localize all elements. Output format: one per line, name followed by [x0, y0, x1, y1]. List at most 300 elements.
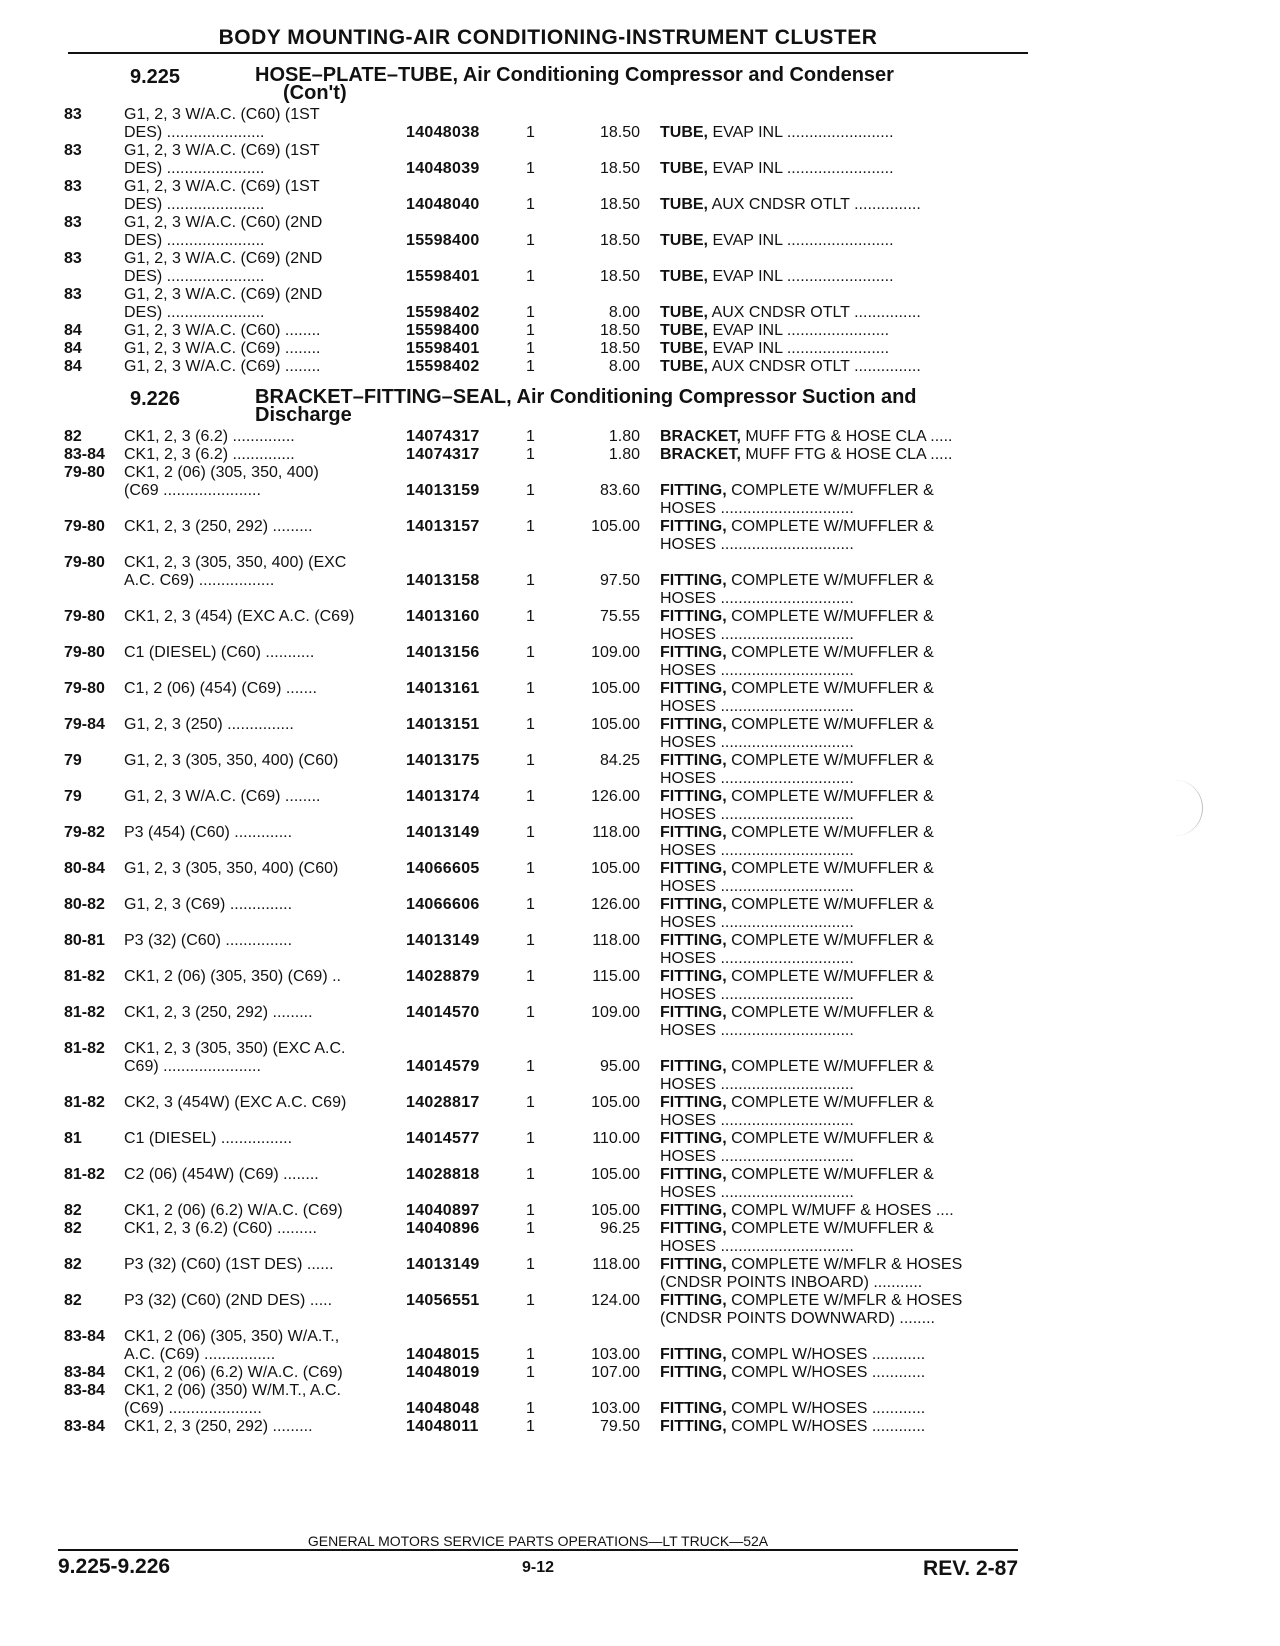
part-name-bold: BRACKET,: [660, 446, 741, 463]
part-name-rest: EVAP INL ........................: [708, 232, 894, 249]
quantity: 1: [526, 124, 535, 141]
price: 8.00: [608, 358, 640, 375]
price: 118.00: [592, 1256, 640, 1273]
price: 79.50: [599, 1418, 640, 1435]
part-name-bold: FITTING,: [660, 788, 727, 805]
application-desc: P3 (32) (C60) (1ST DES) ......: [124, 1256, 334, 1273]
application-desc: C2 (06) (454W) (C69) ........: [124, 1166, 319, 1183]
price: 96.25: [599, 1220, 640, 1237]
publisher-text: GENERAL MOTORS SERVICE PARTS OPERATIONS—LT TRUCK—52A: [300, 1533, 776, 1549]
model-year: 79-80: [64, 608, 105, 625]
quantity: 1: [526, 340, 535, 357]
part-name-bold: TUBE,: [660, 340, 708, 357]
quantity: 1: [526, 932, 535, 949]
price: 105.00: [591, 1094, 640, 1111]
quantity: 1: [526, 572, 535, 589]
part-name-rest: EVAP INL ........................: [708, 124, 894, 141]
model-year: 82: [64, 1220, 82, 1237]
model-year: 82: [64, 1292, 82, 1309]
application-desc: CK1, 2, 3 (6.2) (C60) .........: [124, 1220, 317, 1237]
part-number: 14013161: [406, 680, 480, 697]
part-name-rest: COMPLETE W/MUFFLER & HOSES ..............................: [660, 788, 934, 823]
application-desc: C1 (DIESEL) ................: [124, 1130, 293, 1147]
application-desc: P3 (32) (C60) ...............: [124, 932, 293, 949]
part-name-rest: COMPLETE W/MUFFLER & HOSES ..............................: [660, 860, 934, 895]
quantity: 1: [526, 968, 535, 985]
part-name: [660, 1202, 1020, 1220]
part-name-bold: FITTING,: [660, 968, 727, 985]
part-name-bold: FITTING,: [660, 1166, 727, 1183]
price: 103.00: [591, 1346, 640, 1363]
model-year: 83-84: [64, 1364, 105, 1381]
application-desc: CK1, 2, 3 (454) (EXC A.C. (C69): [124, 608, 355, 625]
part-name-bold: FITTING,: [660, 1418, 727, 1435]
application-desc: CK1, 2, 3 (250, 292) .........: [124, 518, 313, 535]
part-number: 14048048: [406, 1400, 480, 1417]
price: 110.00: [592, 1130, 640, 1147]
model-year: 83: [64, 214, 82, 231]
part-number: 14048038: [406, 124, 480, 141]
part-name-rest: COMPLETE W/MUFFLER & HOSES ..............................: [660, 932, 934, 967]
application-desc: C1 (DIESEL) (C60) ...........: [124, 644, 315, 661]
application-desc: CK1, 2 (06) (305, 350) (C69) ..: [124, 968, 341, 985]
application-desc: CK1, 2, 3 (305, 350, 400) (EXC A.C. C69) .................: [124, 554, 347, 589]
quantity: 1: [526, 304, 535, 321]
part-number: 14048040: [406, 196, 480, 213]
part-number: 14066605: [406, 860, 480, 877]
price: 18.50: [599, 196, 640, 213]
model-year: 81-82: [64, 1004, 105, 1021]
part-name-bold: TUBE,: [660, 160, 708, 177]
part-name-rest: COMPLETE W/MUFFLER & HOSES ..............................: [660, 644, 934, 679]
application-desc: G1, 2, 3 W/A.C. (C69) ........: [124, 788, 321, 805]
section-title-bold: BRACKET–FITTING–SEAL,: [255, 386, 512, 408]
part-number: 14048015: [406, 1346, 480, 1363]
part-name-rest: COMPLETE W/MUFFLER & HOSES ..............................: [660, 482, 934, 517]
price: 103.00: [591, 1400, 640, 1417]
part-number: 14013149: [406, 932, 480, 949]
quantity: 1: [526, 1364, 535, 1381]
price: 115.00: [592, 968, 640, 985]
application-desc: CK2, 3 (454W) (EXC A.C. C69): [124, 1094, 347, 1111]
part-name-bold: FITTING,: [660, 644, 727, 661]
price: 83.60: [599, 482, 640, 499]
price: 18.50: [599, 268, 640, 285]
part-name-bold: FITTING,: [660, 1094, 727, 1111]
part-name: [660, 1346, 1020, 1364]
quantity: 1: [526, 428, 535, 445]
section-title-rest: Air Conditioning Compressor and Condenser: [458, 64, 894, 86]
price: 105.00: [591, 1166, 640, 1183]
part-number: 14013149: [406, 824, 480, 841]
part-name-bold: FITTING,: [660, 680, 727, 697]
part-name-rest: COMPLETE W/MUFFLER & HOSES ..............................: [660, 896, 934, 931]
part-name-rest: COMPLETE W/MUFFLER & HOSES ..............................: [660, 752, 934, 787]
quantity: 1: [526, 608, 535, 625]
quantity: 1: [526, 896, 535, 913]
part-name-bold: FITTING,: [660, 1364, 727, 1381]
part-name: [660, 358, 1020, 376]
part-name-bold: FITTING,: [660, 482, 727, 499]
part-name: [660, 1400, 1020, 1418]
part-name-rest: COMPLETE W/MUFFLER & HOSES ..............................: [660, 1004, 934, 1039]
application-desc: P3 (32) (C60) (2ND DES) .....: [124, 1292, 333, 1309]
part-number: 15598401: [406, 268, 480, 285]
application-desc: CK1, 2 (06) (6.2) W/A.C. (C69): [124, 1202, 343, 1219]
part-name: [660, 1220, 1020, 1256]
model-year: 84: [64, 340, 82, 357]
price: 105.00: [591, 716, 640, 733]
part-name-rest: MUFF FTG & HOSE CLA .....: [740, 446, 953, 463]
application-desc: G1, 2, 3 (305, 350, 400) (C60): [124, 860, 339, 877]
section-title-line2: (Con't): [283, 82, 347, 104]
application-desc: P3 (454) (C60) .............: [124, 824, 293, 841]
part-name-rest: COMPLETE W/MUFFLER & HOSES ..............................: [660, 572, 934, 607]
part-name-rest: EVAP INL ........................: [708, 160, 894, 177]
price: 105.00: [591, 680, 640, 697]
part-name: [660, 322, 1020, 340]
part-name-bold: FITTING,: [660, 1256, 727, 1273]
part-number: 14013158: [406, 572, 480, 589]
part-name-bold: FITTING,: [660, 1400, 727, 1417]
price: 97.50: [599, 572, 640, 589]
section-number: 9.225: [130, 66, 181, 88]
part-name: [660, 1256, 1020, 1292]
quantity: 1: [526, 1058, 535, 1075]
part-name: [660, 232, 1020, 250]
part-name: [660, 644, 1020, 680]
model-year: 83-84: [64, 446, 105, 463]
part-number: 14048011: [406, 1418, 479, 1435]
model-year: 82: [64, 428, 82, 445]
quantity: 1: [526, 752, 535, 769]
price: 18.50: [599, 124, 640, 141]
model-year: 83: [64, 106, 82, 123]
part-name-rest: COMPLETE W/MUFFLER & HOSES ..............................: [660, 608, 934, 643]
part-name-rest: COMPLETE W/MUFFLER & HOSES ..............................: [660, 1094, 934, 1129]
model-year: 83: [64, 142, 82, 159]
application-desc: G1, 2, 3 (305, 350, 400) (C60): [124, 752, 339, 769]
quantity: 1: [526, 716, 535, 733]
part-name: [660, 572, 1020, 608]
part-name: [660, 1418, 1020, 1436]
part-number: 14056551: [406, 1292, 480, 1309]
part-name: [660, 124, 1020, 142]
quantity: 1: [526, 446, 535, 463]
section-title: [255, 66, 1015, 102]
publisher-line: [58, 1533, 1018, 1549]
page-number: 9-12: [521, 1559, 555, 1576]
section-index: 9.225-9.226: [58, 1555, 171, 1578]
part-name: [660, 752, 1020, 788]
part-number: 15598401: [406, 340, 480, 357]
part-name-rest: COMPL W/HOSES ............: [726, 1400, 926, 1417]
part-number: 14013160: [406, 608, 480, 625]
quantity: 1: [526, 1400, 535, 1417]
part-name: [660, 896, 1020, 932]
part-name-bold: FITTING,: [660, 752, 727, 769]
part-name: [660, 482, 1020, 518]
part-name-rest: AUX CNDSR OTLT ...............: [708, 304, 921, 321]
quantity: 1: [526, 1346, 535, 1363]
part-name-bold: FITTING,: [660, 716, 727, 733]
quantity: 1: [526, 860, 535, 877]
part-name-bold: TUBE,: [660, 232, 708, 249]
section-number: 9.226: [130, 388, 181, 410]
application-desc: G1, 2, 3 W/A.C. (C60) (1ST DES) ......................: [124, 106, 320, 141]
part-name-bold: TUBE,: [660, 124, 708, 141]
part-name: [660, 1364, 1020, 1382]
part-name-rest: COMPL W/HOSES ............: [726, 1418, 926, 1435]
part-name-rest: EVAP INL .......................: [708, 322, 890, 339]
part-number: 14014570: [406, 1004, 480, 1021]
part-name: [660, 428, 1020, 446]
part-number: 14040896: [406, 1220, 480, 1237]
price: 18.50: [599, 232, 640, 249]
part-name-bold: TUBE,: [660, 322, 708, 339]
part-number: 14066606: [406, 896, 480, 913]
part-number: 14028817: [406, 1094, 480, 1111]
model-year: 81-82: [64, 1166, 105, 1183]
part-number: 14040897: [406, 1202, 480, 1219]
section-title-bold: HOSE–PLATE–TUBE,: [255, 64, 458, 86]
price: 105.00: [591, 860, 640, 877]
part-name-rest: COMPLETE W/MUFFLER & HOSES ..............................: [660, 1166, 934, 1201]
part-name-bold: FITTING,: [660, 572, 727, 589]
quantity: 1: [526, 1004, 535, 1021]
part-name: [660, 716, 1020, 752]
price: 95.00: [599, 1058, 640, 1075]
part-name-bold: BRACKET,: [660, 428, 741, 445]
part-name-rest: COMPL W/HOSES ............: [726, 1364, 926, 1381]
part-name-bold: TUBE,: [660, 268, 708, 285]
price: 109.00: [591, 1004, 640, 1021]
scan-artifact: [1166, 780, 1203, 836]
price: 1.80: [608, 428, 640, 445]
quantity: 1: [526, 1220, 535, 1237]
model-year: 81-82: [64, 1040, 105, 1057]
price: 8.00: [608, 304, 640, 321]
part-name-rest: COMPL W/MUFF & HOSES ....: [726, 1202, 954, 1219]
section-9-225: [0, 64, 1280, 375]
model-year: 79: [64, 752, 82, 769]
model-year: 81-82: [64, 1094, 105, 1111]
model-year: 79-80: [64, 518, 105, 535]
part-name-bold: FITTING,: [660, 932, 727, 949]
part-name: [660, 1130, 1020, 1166]
part-number: 15598400: [406, 322, 480, 339]
application-desc: G1, 2, 3 W/A.C. (C69) (2ND DES) ......................: [124, 286, 323, 321]
quantity: 1: [526, 1166, 535, 1183]
application-desc: CK1, 2, 3 (250, 292) .........: [124, 1004, 313, 1021]
part-name: [660, 304, 1020, 322]
part-name-bold: FITTING,: [660, 518, 727, 535]
part-name-rest: EVAP INL ........................: [708, 268, 894, 285]
quantity: 1: [526, 322, 535, 339]
part-name-bold: FITTING,: [660, 1130, 727, 1147]
part-name-rest: COMPL W/HOSES ............: [726, 1346, 926, 1363]
application-desc: CK1, 2 (06) (350) W/M.T., A.C. (C69) .....................: [124, 1382, 341, 1417]
part-name-rest: COMPLETE W/MUFFLER & HOSES ..............................: [660, 680, 934, 715]
part-name: [660, 1166, 1020, 1202]
model-year: 83: [64, 286, 82, 303]
quantity: 1: [526, 518, 535, 535]
price: 18.50: [599, 160, 640, 177]
part-name-bold: FITTING,: [660, 1058, 727, 1075]
model-year: 79-80: [64, 554, 105, 571]
section-title-rest: Air Conditioning Compressor Suction and: [511, 386, 917, 408]
part-name: [660, 932, 1020, 968]
application-desc: CK1, 2 (06) (305, 350) W/A.T., A.C. (C69) ................: [124, 1328, 340, 1363]
part-name-rest: AUX CNDSR OTLT ...............: [708, 358, 921, 375]
part-name: [660, 968, 1020, 1004]
part-name-rest: EVAP INL .......................: [708, 340, 890, 357]
application-desc: G1, 2, 3 W/A.C. (C60) ........: [124, 322, 321, 339]
quantity: 1: [526, 824, 535, 841]
model-year: 83: [64, 250, 82, 267]
part-name-bold: FITTING,: [660, 1004, 727, 1021]
page-header: [68, 26, 1028, 54]
part-name-bold: FITTING,: [660, 608, 727, 625]
model-year: 80-84: [64, 860, 105, 877]
model-year: 79-80: [64, 644, 105, 661]
part-name: [660, 824, 1020, 860]
application-desc: CK1, 2, 3 (250, 292) .........: [124, 1418, 313, 1435]
part-number: 14013159: [406, 482, 480, 499]
price: 84.25: [599, 752, 640, 769]
model-year: 81-82: [64, 968, 105, 985]
application-desc: G1, 2, 3 W/A.C. (C69) (1ST DES) ......................: [124, 178, 320, 213]
quantity: 1: [526, 1094, 535, 1111]
model-year: 83-84: [64, 1382, 105, 1399]
section-9-226: [0, 386, 1280, 1435]
part-name: [660, 340, 1020, 358]
part-number: 14074317: [406, 428, 480, 445]
price: 105.00: [591, 1202, 640, 1219]
price: 109.00: [591, 644, 640, 661]
part-name: [660, 518, 1020, 554]
part-name: [660, 680, 1020, 716]
quantity: 1: [526, 1256, 535, 1273]
part-name-rest: COMPLETE W/MUFFLER & HOSES ..............................: [660, 968, 934, 1003]
price: 105.00: [591, 518, 640, 535]
part-name: [660, 608, 1020, 644]
model-year: 84: [64, 358, 82, 375]
application-desc: G1, 2, 3 W/A.C. (C69) (1ST DES) ......................: [124, 142, 320, 177]
application-desc: CK1, 2, 3 (6.2) ..............: [124, 428, 295, 445]
part-name: [660, 160, 1020, 178]
part-number: 15598402: [406, 358, 480, 375]
application-desc: G1, 2, 3 W/A.C. (C69) ........: [124, 340, 321, 357]
quantity: 1: [526, 1202, 535, 1219]
quantity: 1: [526, 644, 535, 661]
model-year: 83-84: [64, 1328, 105, 1345]
application-desc: CK1, 2, 3 (6.2) ..............: [124, 446, 295, 463]
quantity: 1: [526, 1130, 535, 1147]
part-number: 14013157: [406, 518, 480, 535]
part-name-rest: COMPLETE W/MFLR & HOSES (CNDSR POINTS DOWNWARD) ........: [660, 1292, 963, 1327]
section-title-line2: Discharge: [255, 404, 352, 426]
part-name-bold: FITTING,: [660, 824, 727, 841]
section-heading: [0, 66, 1280, 106]
part-name-bold: FITTING,: [660, 1346, 727, 1363]
section-title: [255, 388, 1015, 424]
application-desc: CK1, 2, 3 (305, 350) (EXC A.C. C69) ......................: [124, 1040, 346, 1075]
price: 118.00: [592, 932, 640, 949]
application-desc: G1, 2, 3 (250) ...............: [124, 716, 294, 733]
model-year: 81: [64, 1130, 82, 1147]
quantity: 1: [526, 232, 535, 249]
part-name-bold: FITTING,: [660, 1292, 727, 1309]
header-rule: [68, 52, 1028, 54]
application-desc: C1, 2 (06) (454) (C69) .......: [124, 680, 317, 697]
part-number: 14048019: [406, 1364, 480, 1381]
part-name-bold: FITTING,: [660, 860, 727, 877]
price: 126.00: [591, 896, 640, 913]
section-heading: [0, 388, 1280, 428]
quantity: 1: [526, 1292, 535, 1309]
model-year: 84: [64, 322, 82, 339]
quantity: 1: [526, 160, 535, 177]
application-desc: CK1, 2 (06) (305, 350, 400) (C69 ......................: [124, 464, 319, 499]
price: 18.50: [599, 322, 640, 339]
part-number: 14013175: [406, 752, 480, 769]
part-name-bold: TUBE,: [660, 196, 708, 213]
quantity: 1: [526, 482, 535, 499]
price: 18.50: [599, 340, 640, 357]
part-number: 14074317: [406, 446, 480, 463]
price: 75.55: [599, 608, 640, 625]
part-number: 15598402: [406, 304, 480, 321]
part-name: [660, 196, 1020, 214]
part-name-rest: COMPLETE W/MUFFLER & HOSES ..............................: [660, 1220, 934, 1255]
part-name-rest: COMPLETE W/MUFFLER & HOSES ..............................: [660, 518, 934, 553]
revision-label: REV. 2-87: [923, 1557, 1018, 1580]
part-name-bold: TUBE,: [660, 358, 708, 375]
part-name-rest: COMPLETE W/MFLR & HOSES (CNDSR POINTS INBOARD) ...........: [660, 1256, 963, 1291]
application-desc: G1, 2, 3 W/A.C. (C60) (2ND DES) ......................: [124, 214, 323, 249]
price: 107.00: [591, 1364, 640, 1381]
part-name-rest: COMPLETE W/MUFFLER & HOSES ..............................: [660, 716, 934, 751]
quantity: 1: [526, 788, 535, 805]
part-number: 14013156: [406, 644, 480, 661]
part-number: 14013174: [406, 788, 480, 805]
part-number: 14014577: [406, 1130, 480, 1147]
quantity: 1: [526, 196, 535, 213]
price: 1.80: [608, 446, 640, 463]
part-name-bold: FITTING,: [660, 1202, 727, 1219]
part-name: [660, 1058, 1020, 1094]
model-year: 79-84: [64, 716, 105, 733]
application-desc: G1, 2, 3 W/A.C. (C69) (2ND DES) ......................: [124, 250, 323, 285]
price: 118.00: [592, 824, 640, 841]
quantity: 1: [526, 680, 535, 697]
quantity: 1: [526, 268, 535, 285]
part-name-rest: AUX CNDSR OTLT ...............: [708, 196, 921, 213]
application-desc: G1, 2, 3 W/A.C. (C69) ........: [124, 358, 321, 375]
model-year: 83-84: [64, 1418, 105, 1435]
price: 124.00: [591, 1292, 640, 1309]
part-number: 15598400: [406, 232, 480, 249]
model-year: 80-82: [64, 896, 105, 913]
part-name: [660, 1094, 1020, 1130]
model-year: 80-81: [64, 932, 105, 949]
application-desc: G1, 2, 3 (C69) ..............: [124, 896, 293, 913]
part-name: [660, 268, 1020, 286]
model-year: 82: [64, 1256, 82, 1273]
quantity: 1: [526, 1418, 535, 1435]
page-title: BODY MOUNTING-AIR CONDITIONING-INSTRUMENT CLUSTER: [218, 26, 878, 49]
